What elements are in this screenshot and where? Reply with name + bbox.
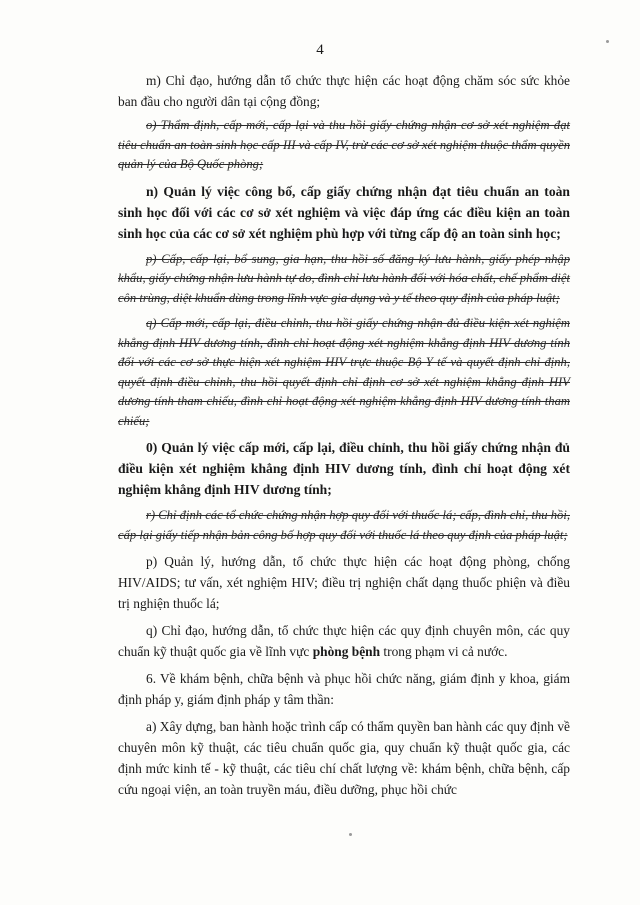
paragraph-o-amended: 0) Quản lý việc cấp mới, cấp lại, điều chỉnh, thu hồi giấy chứng nhận đủ điều kiện xét nghiệm khẳng định HIV dương tính, đình chỉ hoạt động xét nghiệm khẳng định HIV dương tính; xyxy=(118,440,570,497)
paragraph-n-amended: n) Quản lý việc công bố, cấp giấy chứng nhận đạt tiêu chuẩn an toàn sinh học đối với các cơ sở xét nghiệm và việc đáp ứng các điều kiện an toàn sinh học của các cơ sở xét nghiệm phù hợp với từng cấp độ an toàn sinh học; xyxy=(118,183,570,241)
page-number: 4 xyxy=(316,42,324,58)
paragraph-q-bold-phrase: phòng bệnh xyxy=(312,644,381,659)
paragraph-q-text-after: trong phạm vi cả nước. xyxy=(380,644,508,659)
paragraph-q-text-before: q) Chỉ đạo, hướng dẫn, tổ chức thực hiện các quy định chuyên môn, các quy chuẩn kỹ thuật quốc gia về lĩnh vực xyxy=(118,623,570,659)
paragraph-o-struck: o) Thẩm định, cấp mới, cấp lại và thu hồi giấy chứng nhận cơ sở xét nghiệm đạt tiêu chuẩn an toàn sinh học cấp III và cấp IV, trừ các cơ sở xét nghiệm thuộc thẩm quyền quản lý của Bộ Quốc phòng; xyxy=(118,118,570,171)
section-6-heading: 6. Về khám bệnh, chữa bệnh và phục hồi chức năng, giám định y khoa, giám định pháp y, giám định pháp y tâm thần: xyxy=(118,671,570,707)
paragraph-p-struck: p) Cấp, cấp lại, bổ sung, gia hạn, thu hồi số đăng ký lưu hành, giấy phép nhập khẩu, giấy chứng nhận lưu hành tự do, đình chỉ lưu hành đối với hóa chất, chế phẩm diệt côn trùng, diệt khuẩn dùng trong lĩnh vực gia dụng và y tế theo quy định của pháp luật; xyxy=(118,251,570,305)
paragraph-r-struck: r) Chỉ định các tổ chức chứng nhận hợp quy đối với thuốc lá; cấp, đình chỉ, thu hồi, cấp lại giấy tiếp nhận bản công bố hợp quy đối với thuốc lá theo quy định của pháp luật; xyxy=(118,508,570,542)
paragraph-q xyxy=(118,620,570,662)
scan-speck xyxy=(606,40,609,43)
scan-speck xyxy=(349,833,352,836)
paragraph-q-struck: q) Cấp mới, cấp lại, điều chỉnh, thu hồi giấy chứng nhận đủ điều kiện xét nghiệm khẳng định HIV dương tính, đình chỉ hoạt động xét nghiệm khẳng định HIV dương tính đối với các cơ sở thực hiện xét nghiệm HIV trực thuộc Bộ Y tế và quyết định chỉ định, quyết định điều chỉnh, thu hồi quyết định chỉ định cơ sở xét nghiệm khẳng định HIV dương tính tham chiếu, đình chỉ hoạt động xét nghiệm khẳng định HIV dương tính tham chiếu; xyxy=(118,316,570,428)
paragraph-p: p) Quản lý, hướng dẫn, tổ chức thực hiện các hoạt động phòng, chống HIV/AIDS; tư vấn, xét nghiệm HIV; điều trị nghiện chất dạng thuốc phiện và điều trị nghiện thuốc lá; xyxy=(118,554,570,611)
paragraph-6a: a) Xây dựng, ban hành hoặc trình cấp có thẩm quyền ban hành các quy định về chuyên môn kỹ thuật, các tiêu chuẩn quốc gia, quy chuẩn kỹ thuật quốc gia, các định mức kinh tế - kỹ thuật, các tiêu chí chất lượng về: khám bệnh, chữa bệnh, cấp cứu ngoại viện, an toàn truyền máu, điều dưỡng, phục hồi chức xyxy=(118,719,570,797)
paragraph-m: m) Chỉ đạo, hướng dẫn tổ chức thực hiện các hoạt động chăm sóc sức khỏe ban đầu cho người dân tại cộng đồng; xyxy=(118,73,570,109)
document-body xyxy=(118,70,570,806)
